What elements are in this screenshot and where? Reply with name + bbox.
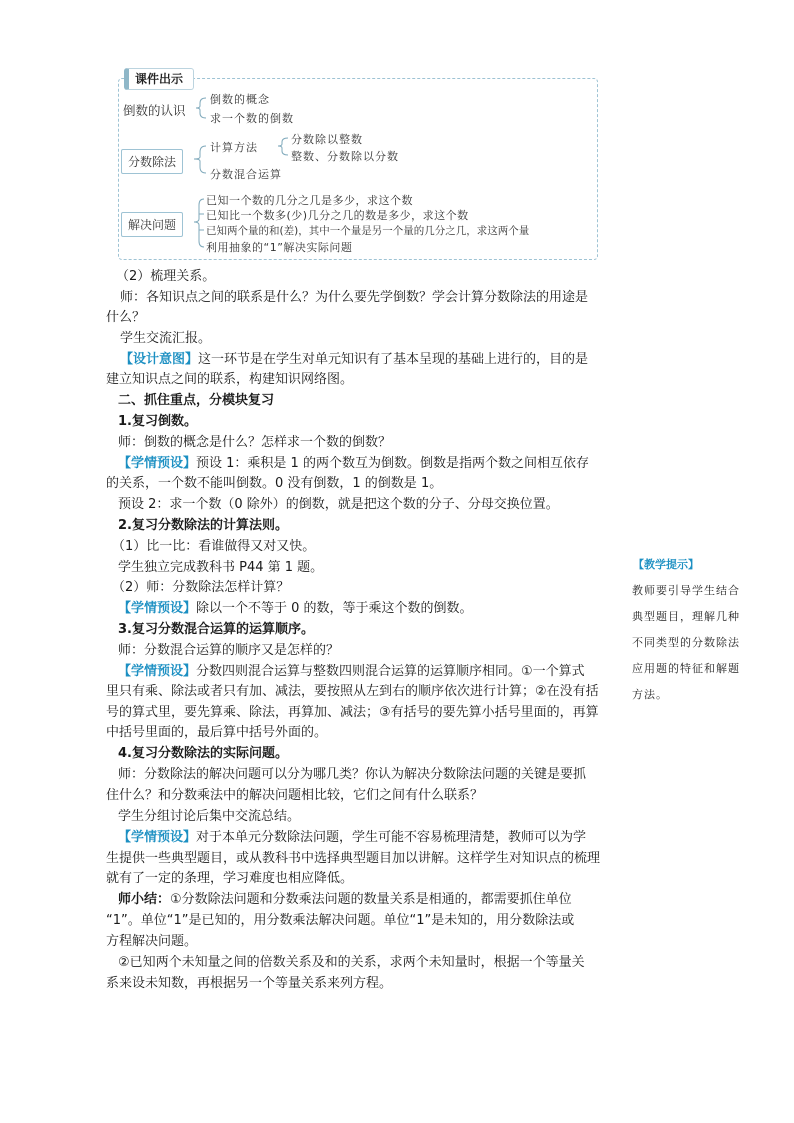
preset-mixed: 【学情预设】分数四则混合运算与整数四则混合运算的运算顺序相同。①一个算式: [118, 664, 585, 679]
teaching-tip-text: 教师要引导学生结合典型题目，理解几种不同类型的分数除法应用题的特征和解题方法。: [632, 584, 740, 701]
leaf-int-frac-div-frac: 整数、分数除以分数: [291, 150, 399, 163]
question-line: 师：各知识点之间的联系是什么？为什么要先学倒数？学会计算分数除法的用途是: [120, 290, 589, 305]
leaf-problem-2: 已知比一个数多(少)几分之几的数是多少，求这个数: [206, 209, 469, 222]
preset-1: 【学情预设】预设 1：乘积是 1 的两个数互为倒数。倒数是指两个数之间相互依存: [118, 456, 589, 471]
preset-mixed-cont-1: 里只有乘、除法或者只有加、减法，要按照从左到右的顺序依次进行计算；②在没有括: [106, 684, 599, 699]
leaf-reciprocal-concept: 倒数的概念: [210, 93, 270, 106]
student-report: 学生交流汇报。: [120, 331, 212, 346]
teacher-summary: 师小结：①分数除法问题和分数乘法问题的数量关系是相通的，都需要抓住单位: [118, 892, 572, 907]
design-intent-cont: 建立知识点之间的联系，构建知识网络图。: [106, 372, 354, 387]
subheading-reciprocal: 1.复习倒数。: [118, 414, 197, 429]
preset-tag: 【学情预设】: [118, 456, 197, 471]
teaching-tip-title: 【教学提示】: [633, 558, 699, 571]
preset-division: 【学情预设】除以一个不等于 0 的数，等于乘这个数的倒数。: [118, 601, 473, 616]
leaf-frac-div-int: 分数除以整数: [291, 133, 363, 146]
design-intent-tag: 【设计意图】: [120, 352, 199, 367]
teacher-question-problems: 师：分数除法的解决问题可以分为哪几类？你认为解决分数除法问题的关键是要抓: [118, 767, 587, 782]
node-fraction-division: 分数除法: [121, 149, 183, 174]
preset-1-cont: 的关系，一个数不能叫倒数。0 没有倒数，1 的倒数是 1。: [106, 476, 443, 491]
preset-2: 预设 2：求一个数（0 除外）的倒数，就是把这个数的分子、分母交换位置。: [118, 497, 559, 512]
preset-problems-cont-2: 就有了一定的条理，学习难度也相应降低。: [106, 871, 354, 886]
leaf-problem-4: 利用抽象的“1”解决实际问题: [206, 241, 353, 254]
teacher-question-division: （2）师：分数除法怎样计算？: [112, 580, 290, 595]
question-line-cont: 什么？: [106, 310, 146, 325]
summary-tag: 师小结：: [118, 892, 171, 907]
courseware-tab: 课件出示: [124, 68, 194, 90]
node-problem-solving: 解决问题: [121, 212, 183, 237]
group-discussion: 学生分组讨论后集中交流总结。: [118, 809, 301, 824]
leaf-mixed-ops: 分数混合运算: [210, 168, 282, 181]
textbook-exercise: 学生独立完成教科书 P44 第 1 题。: [118, 560, 324, 575]
section-heading: 二、抓住重点，分模块复习: [118, 393, 275, 408]
step-sort-relations: （2）梳理关系。: [116, 269, 216, 284]
teacher-summary-cont-2: 方程解决问题。: [106, 934, 198, 949]
leaf-find-reciprocal: 求一个数的倒数: [210, 112, 294, 125]
teacher-question-mixed: 师：分数混合运算的顺序又是怎样的？: [118, 643, 340, 658]
subheading-word-problems: 4.复习分数除法的实际问题。: [118, 746, 288, 761]
compare-task: （1）比一比：看谁做得又对又快。: [112, 539, 316, 554]
subheading-division-rule: 2.复习分数除法的计算法则。: [118, 518, 288, 533]
leaf-calc-method: 计算方法: [210, 141, 258, 154]
summary-point-2: ②已知两个未知量之间的倍数关系及和的关系，求两个未知量时，根据一个等量关: [118, 955, 585, 970]
teacher-question-reciprocal: 师：倒数的概念是什么？怎样求一个数的倒数？: [118, 435, 392, 450]
preset-mixed-cont-2: 号的算式里，要先算乘、除法，再算加、减法；③有括号的要先算小括号里面的，再算: [106, 705, 599, 720]
preset-problems: 【学情预设】对于本单元分数除法问题，学生可能不容易梳理清楚，教师可以为学: [118, 830, 587, 845]
teacher-question-problems-cont: 住什么？和分数乘法中的解决问题相比较，它们之间有什么联系？: [106, 788, 484, 803]
preset-problems-cont-1: 生提供一些典型题目，或从教科书中选择典型题目加以讲解。这样学生对知识点的梳理: [106, 851, 601, 866]
summary-point-2-cont: 系来设未知数，再根据另一个等量关系来列方程。: [106, 976, 393, 991]
preset-tag: 【学情预设】: [118, 830, 197, 845]
preset-tag: 【学情预设】: [118, 664, 197, 679]
node-reciprocal: 倒数的认识: [120, 100, 189, 120]
preset-tag: 【学情预设】: [118, 601, 197, 616]
teacher-summary-cont-1: “1”。单位“1”是已知的，用分数乘法解决问题。单位“1”是未知的，用分数除法或: [106, 913, 575, 928]
preset-mixed-cont-3: 中括号里面的，最后算中括号外面的。: [106, 725, 328, 740]
leaf-problem-1: 已知一个数的几分之几是多少，求这个数: [206, 194, 413, 207]
subheading-mixed-order: 3.复习分数混合运算的运算顺序。: [118, 622, 314, 637]
leaf-problem-3: 已知两个量的和(差)，其中一个量是另一个量的几分之几，求这两个量: [206, 225, 530, 237]
design-intent: 【设计意图】这一环节是在学生对单元知识有了基本呈现的基础上进行的，目的是: [120, 352, 589, 367]
